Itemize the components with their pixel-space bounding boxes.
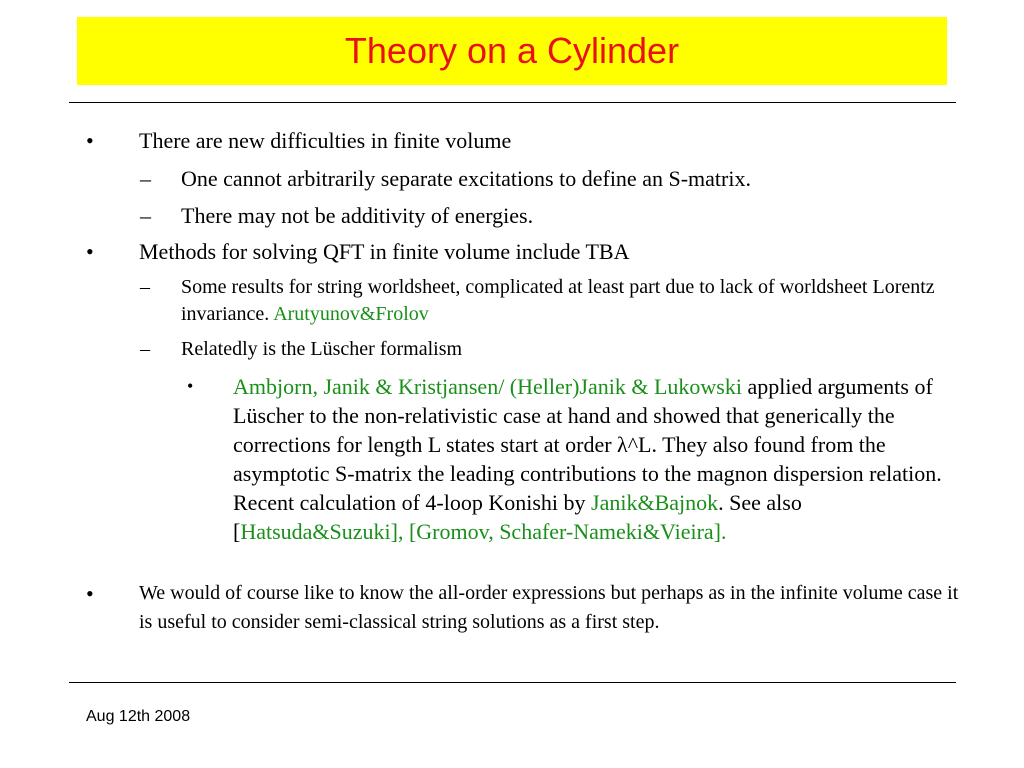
bullet-finite-volume-difficulties [86,126,960,155]
citation-ambjorn-janik: Ambjorn, Janik & Kristjansen/ (Heller)Janik & Lukowski [233,374,742,399]
bullet-marker: • [86,581,94,606]
bottom-divider [69,682,956,683]
top-divider [69,102,956,103]
subbullet-text: One cannot arbitrarily separate excitations to define an S-matrix. [181,166,751,191]
footer-date: Aug 12th 2008 [86,708,191,725]
citation-arutyunov-frolov: Arutyunov&Frolov [273,303,429,325]
subbullet-text: There may not be additivity of energies. [181,203,534,228]
slide-title: Theory on a Cylinder [344,30,680,71]
bullet-text: Methods for solving QFT in finite volume include TBA [139,239,630,264]
dash-marker: – [140,166,151,191]
bullet-text: There are new difficulties in finite volume [139,128,512,153]
subsubbullet-text: applied arguments of Lüscher to the non-relativistic case at hand and showed that generically the corrections for length L states start at order λ^L. They also found from the asymptotic S-matrix the leading contributions to the magnon dispersion relation. Recent calculation of 4-loop Konishi by [233,374,942,515]
bullet-text: We would of course like to know the all-order expressions but perhaps as in the infinite volume case it is useful to consider semi-classical string solutions as a first step. [139,582,959,633]
bullet-all-order [86,579,960,637]
bullet-marker: • [86,239,94,264]
subbullet-text: Relatedly is the Lüscher formalism [181,338,463,360]
bullet-marker: • [86,128,94,153]
dash-marker: – [140,276,150,298]
subbullet-s-matrix [140,164,960,193]
subsubbullet-text-2: . See also [ [233,490,802,544]
citation-janik-bajnok: Janik&Bajnok [591,490,719,515]
subbullet-luscher [140,336,960,363]
bullet-tba-methods [86,237,960,266]
title-banner [77,17,947,85]
subbullet-string-worldsheet [140,274,960,328]
subbullet-text: Some results for string worldsheet, complicated at least part due to lack of worldsheet Lorentz invariance. [181,276,935,325]
subsubbullet-ambjorn-janik [187,372,947,546]
bullet-marker: • [187,376,194,396]
subbullet-additivity [140,201,960,230]
dash-marker: – [140,338,150,360]
citation-hatsuda-gromov: Hatsuda&Suzuki], [Gromov, Schafer-Nameki&Vieira]. [240,519,727,544]
dash-marker: – [140,203,151,228]
